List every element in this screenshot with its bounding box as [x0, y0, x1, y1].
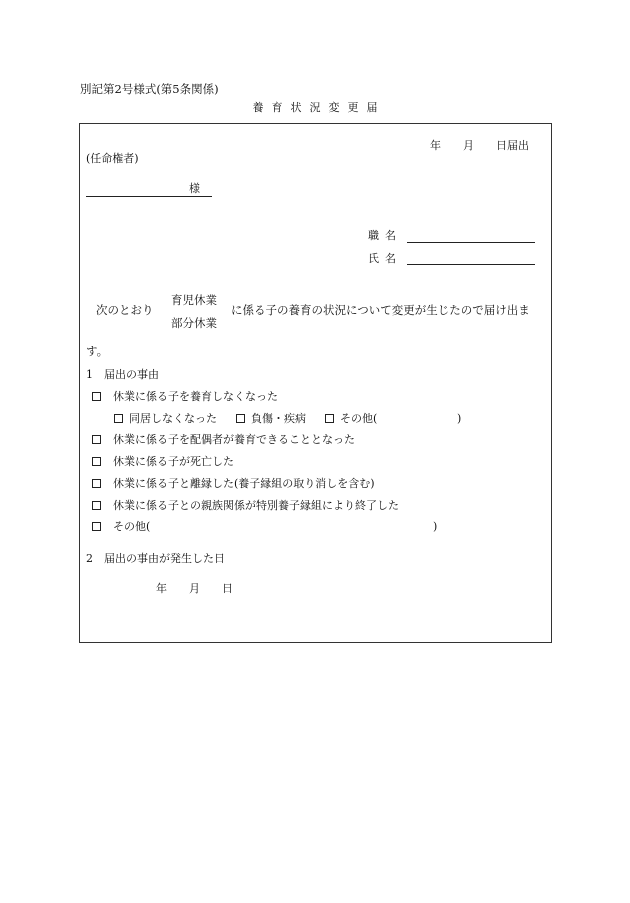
form-frame: [79, 123, 552, 643]
checkbox[interactable]: [325, 414, 334, 423]
sub-other-close: ): [457, 412, 462, 425]
intro-end: す。: [86, 344, 109, 358]
form-title: 養育状況変更届: [252, 101, 386, 114]
checkbox[interactable]: [92, 501, 101, 510]
intro-prefix: 次のとおり: [96, 303, 154, 317]
job-title-label: 職名: [368, 229, 402, 242]
checkbox[interactable]: [92, 457, 101, 466]
addressee-label: (任命権者): [86, 152, 139, 165]
reason-row[interactable]: その他(: [92, 521, 150, 532]
checkbox[interactable]: [114, 414, 123, 423]
reason-row[interactable]: 休業に係る子が死亡した: [92, 456, 234, 467]
checkbox[interactable]: [92, 479, 101, 488]
section1-heading: 1 届出の事由: [86, 368, 159, 381]
other-close: ): [433, 520, 438, 533]
name-field[interactable]: [407, 264, 535, 265]
section2-heading: 2 届出の事由が発生した日: [86, 552, 225, 565]
sub-reason-row: 同居しなくなった 負傷・疾病 その他(: [114, 413, 377, 424]
checkbox[interactable]: [236, 414, 245, 423]
checkbox[interactable]: [92, 435, 101, 444]
reason-row[interactable]: 休業に係る子を養育しなくなった: [92, 391, 278, 402]
checkbox[interactable]: [92, 522, 101, 531]
intro-suffix: に係る子の養育の状況について変更が生じたので届け出ま: [231, 303, 530, 317]
reason-row[interactable]: 休業に係る子と離縁した(養子縁組の取り消しを含む): [92, 478, 375, 489]
sama-label: 様: [189, 182, 200, 195]
reason-row[interactable]: 休業に係る子を配偶者が養育できることとなった: [92, 434, 355, 445]
form-reference: 別記第2号様式(第5条関係): [80, 82, 219, 96]
submission-date: 年 月 日届出: [430, 139, 529, 152]
reason-row[interactable]: 休業に係る子との親族関係が特別養子縁組により終了した: [92, 500, 399, 511]
name-label: 氏名: [368, 252, 402, 265]
leave-option-partial[interactable]: 部分休業: [171, 316, 217, 330]
leave-option-childcare[interactable]: 育児休業: [171, 293, 217, 307]
occurrence-date[interactable]: 年 月 日: [156, 582, 233, 595]
job-title-field[interactable]: [407, 242, 535, 243]
checkbox[interactable]: [92, 392, 101, 401]
